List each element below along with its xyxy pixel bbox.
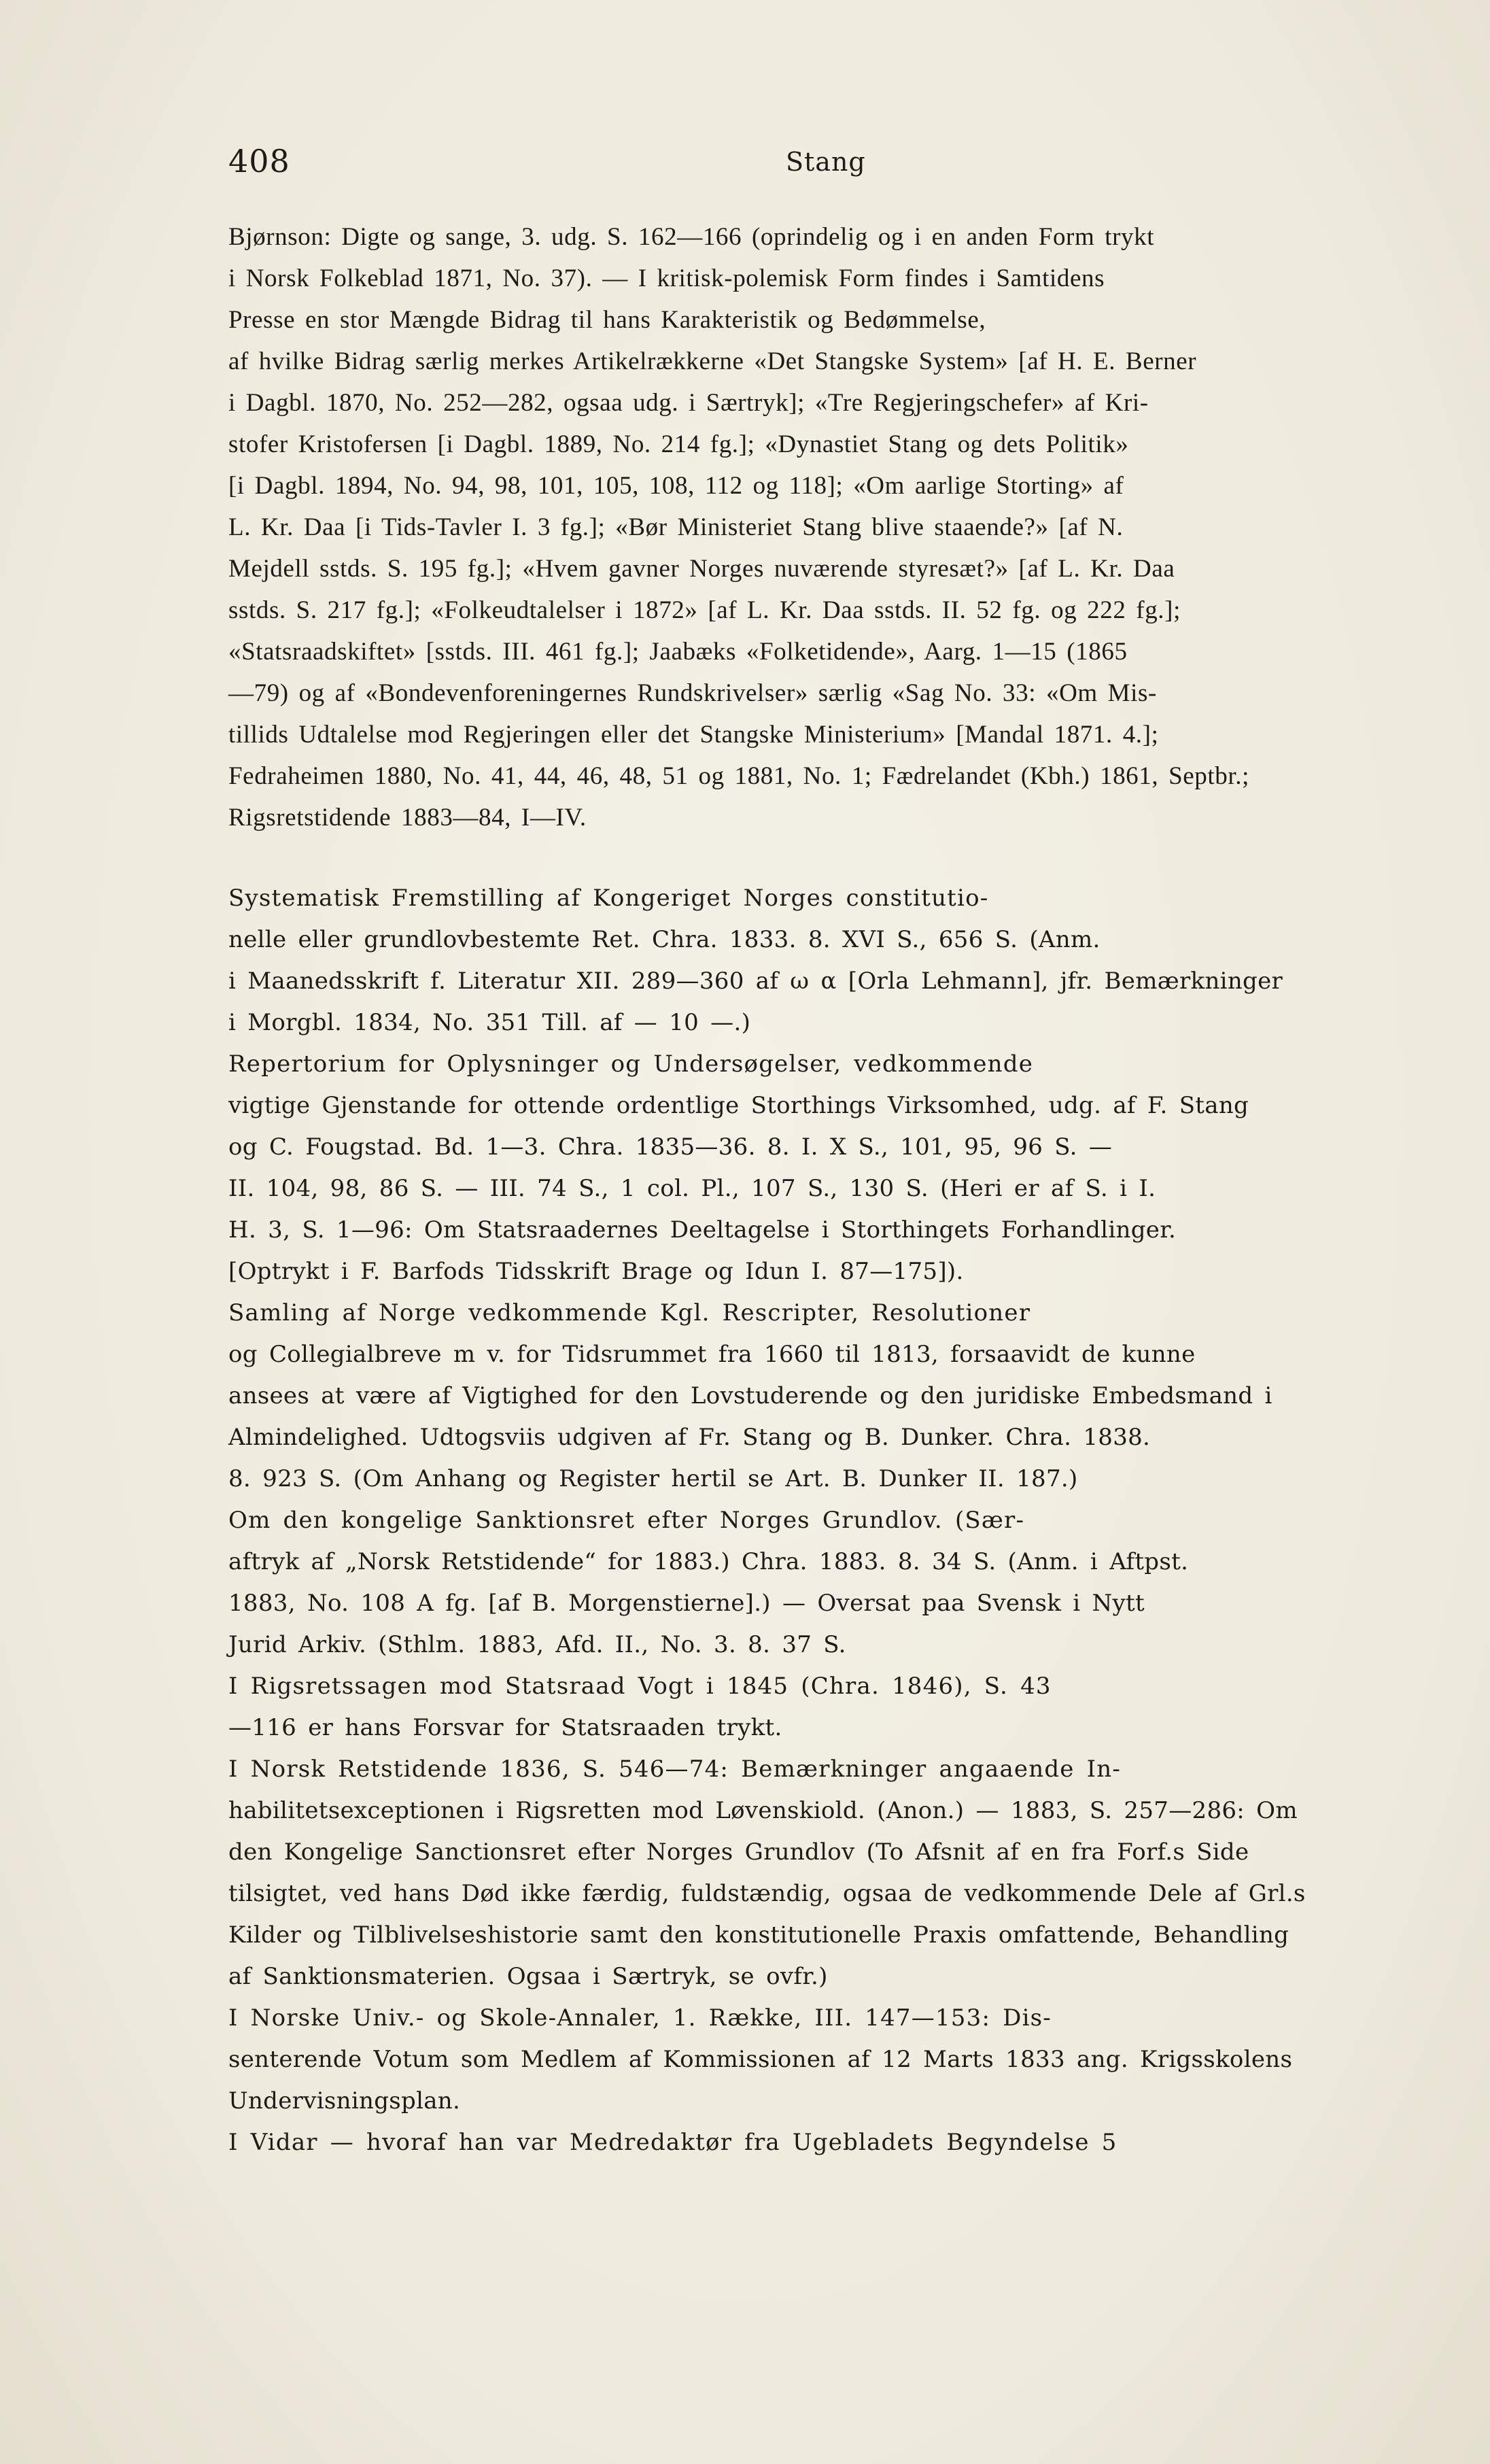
reference-paragraph xyxy=(228,216,1404,838)
entry-line: I Vidar — hvoraf han var Medredaktør fra Ugebladets Begyndelse 5 xyxy=(228,2129,1118,2156)
entry-line: Systematisk Fremstilling af Kongeriget Norges constitutio- xyxy=(228,885,989,912)
entry-line: I Norske Univ.- og Skole-Annaler, 1. Række, III. 147—153: Dis- xyxy=(228,2004,1052,2032)
text-line: sstds. S. 217 fg.]; «Folkeudtalelser i 1872» [af L. Kr. Daa sstds. II. 52 fg. og 222 fg.]; xyxy=(228,596,1181,624)
entry-line: senterende Votum som Medlem af Kommissionen af 12 Marts 1833 ang. Krigsskolens xyxy=(228,2046,1293,2073)
entry-line: i Morgbl. 1834, No. 351 Till. af — 10 —.) xyxy=(228,1009,751,1036)
text-line: —79) og af «Bondevenforeningernes Rundskrivelser» særlig «Sag No. 33: «Om Mis- xyxy=(228,679,1157,707)
entry-line: Almindelighed. Udtogsviis udgiven af Fr. Stang og B. Dunker. Chra. 1838. xyxy=(228,1424,1151,1451)
entry-line: II. 104, 98, 86 S. — III. 74 S., 1 col. Pl., 107 S., 130 S. (Heri er af S. i I. xyxy=(228,1175,1156,1202)
entry-line: Jurid Arkiv. (Sthlm. 1883, Afd. II., No. 3. 8. 37 S. xyxy=(228,1631,846,1658)
entry-line: ansees at være af Vigtighed for den Lovstuderende og den juridiske Embedsmand i xyxy=(228,1382,1272,1409)
entry-line: 8. 923 S. (Om Anhang og Register hertil se Art. B. Dunker II. 187.) xyxy=(228,1465,1078,1492)
text-line: Mejdell sstds. S. 195 fg.]; «Hvem gavner Norges nuværende styresæt?» [af L. Kr. Daa xyxy=(228,555,1175,583)
entry-line: H. 3, S. 1—96: Om Statsraadernes Deeltagelse i Storthingets Forhandlinger. xyxy=(228,1216,1177,1244)
bibliography-entries xyxy=(228,878,1404,2163)
running-title: Stang xyxy=(786,147,866,177)
entry-line: Kilder og Tilblivelseshistorie samt den konstitutionelle Praxis omfattende, Behandling xyxy=(228,1921,1289,1949)
text-line: [i Dagbl. 1894, No. 94, 98, 101, 105, 108, 112 og 118]; «Om aarlige Storting» af xyxy=(228,472,1124,500)
entry-line: [Optrykt i F. Barfods Tidsskrift Brage og Idun I. 87—175]). xyxy=(228,1258,964,1285)
entry-line: nelle eller grundlovbestemte Ret. Chra. 1833. 8. XVI S., 656 S. (Anm. xyxy=(228,926,1101,953)
entry-line: I Rigsretssagen mod Statsraad Vogt i 1845 (Chra. 1846), S. 43 xyxy=(228,1673,1052,1700)
entry-line: i Maanedsskrift f. Literatur XII. 289—360 af ω α [Orla Lehmann], jfr. Bemærkninger xyxy=(228,968,1283,995)
entry-line: Repertorium for Oplysninger og Undersøgelser, vedkommende xyxy=(228,1050,1034,1078)
text-line: Bjørnson: Digte og sange, 3. udg. S. 162—166 (oprindelig og i en anden Form trykt xyxy=(228,223,1155,251)
text-line: stofer Kristofersen [i Dagbl. 1889, No. 214 fg.]; «Dynastiet Stang og dets Politik» xyxy=(228,430,1129,458)
entry-line: Om den kongelige Sanktionsret efter Norges Grundlov. (Sær- xyxy=(228,1507,1025,1534)
entry-line: aftryk af „Norsk Retstidende“ for 1883.) Chra. 1883. 8. 34 S. (Anm. i Aftpst. xyxy=(228,1548,1189,1575)
text-line: Fedraheimen 1880, No. 41, 44, 46, 48, 51 og 1881, No. 1; Fædrelandet (Kbh.) 1861, Septbr.; xyxy=(228,762,1249,790)
text-line: i Norsk Folkeblad 1871, No. 37). — I kritisk-polemisk Form findes i Samtidens xyxy=(228,264,1105,292)
page-body xyxy=(228,216,1404,2163)
text-line: L. Kr. Daa [i Tids-Tavler I. 3 fg.]; «Bør Ministeriet Stang blive staaende?» [af N. xyxy=(228,513,1124,541)
entry-line: vigtige Gjenstande for ottende ordentlige Storthings Virksomhed, udg. af F. Stang xyxy=(228,1092,1249,1119)
text-line: af hvilke Bidrag særlig merkes Artikelrækkerne «Det Stangske System» [af H. E. Berner xyxy=(228,347,1197,375)
text-line: Rigsretstidende 1883—84, I—IV. xyxy=(228,804,587,832)
page-header xyxy=(228,143,1398,184)
entry-line: I Norsk Retstidende 1836, S. 546—74: Bemærkninger angaaende In- xyxy=(228,1756,1122,1783)
entry-line: —116 er hans Forsvar for Statsraaden trykt. xyxy=(228,1714,782,1741)
text-line: i Dagbl. 1870, No. 252—282, ogsaa udg. i Særtryk]; «Tre Regjeringschefer» af Kri- xyxy=(228,389,1149,417)
page-number: 408 xyxy=(228,143,290,179)
entry-line: den Kongelige Sanctionsret efter Norges Grundlov (To Afsnit af en fra Forf.s Side xyxy=(228,1838,1249,1866)
entry-line: habilitetsexceptionen i Rigsretten mod Løvenskiold. (Anon.) — 1883, S. 257—286: Om xyxy=(228,1797,1298,1824)
entry-line: af Sanktionsmaterien. Ogsaa i Særtryk, se ovfr.) xyxy=(228,1963,828,1990)
entry-line: 1883, No. 108 A fg. [af B. Morgenstierne].) — Oversat paa Svensk i Nytt xyxy=(228,1590,1145,1617)
entry-line: Undervisningsplan. xyxy=(228,2087,461,2115)
text-line: tillids Udtalelse mod Regjeringen eller det Stangske Ministerium» [Mandal 1871. 4.]; xyxy=(228,721,1159,749)
entry-line: Samling af Norge vedkommende Kgl. Rescripter, Resolutioner xyxy=(228,1299,1031,1327)
entry-line: tilsigtet, ved hans Død ikke færdig, fuldstændig, ogsaa de vedkommende Dele af Grl.s xyxy=(228,1880,1306,1907)
text-line: Presse en stor Mængde Bidrag til hans Karakteristik og Bedømmelse, xyxy=(228,306,986,334)
section-gap xyxy=(228,838,1404,878)
text-line: «Statsraadskiftet» [sstds. III. 461 fg.]; Jaabæks «Folketidende», Aarg. 1—15 (1865 xyxy=(228,638,1128,666)
entry-line: og Collegialbreve m v. for Tidsrummet fra 1660 til 1813, forsaavidt de kunne xyxy=(228,1341,1196,1368)
entry-line: og C. Fougstad. Bd. 1—3. Chra. 1835—36. 8. I. X S., 101, 95, 96 S. — xyxy=(228,1133,1113,1161)
